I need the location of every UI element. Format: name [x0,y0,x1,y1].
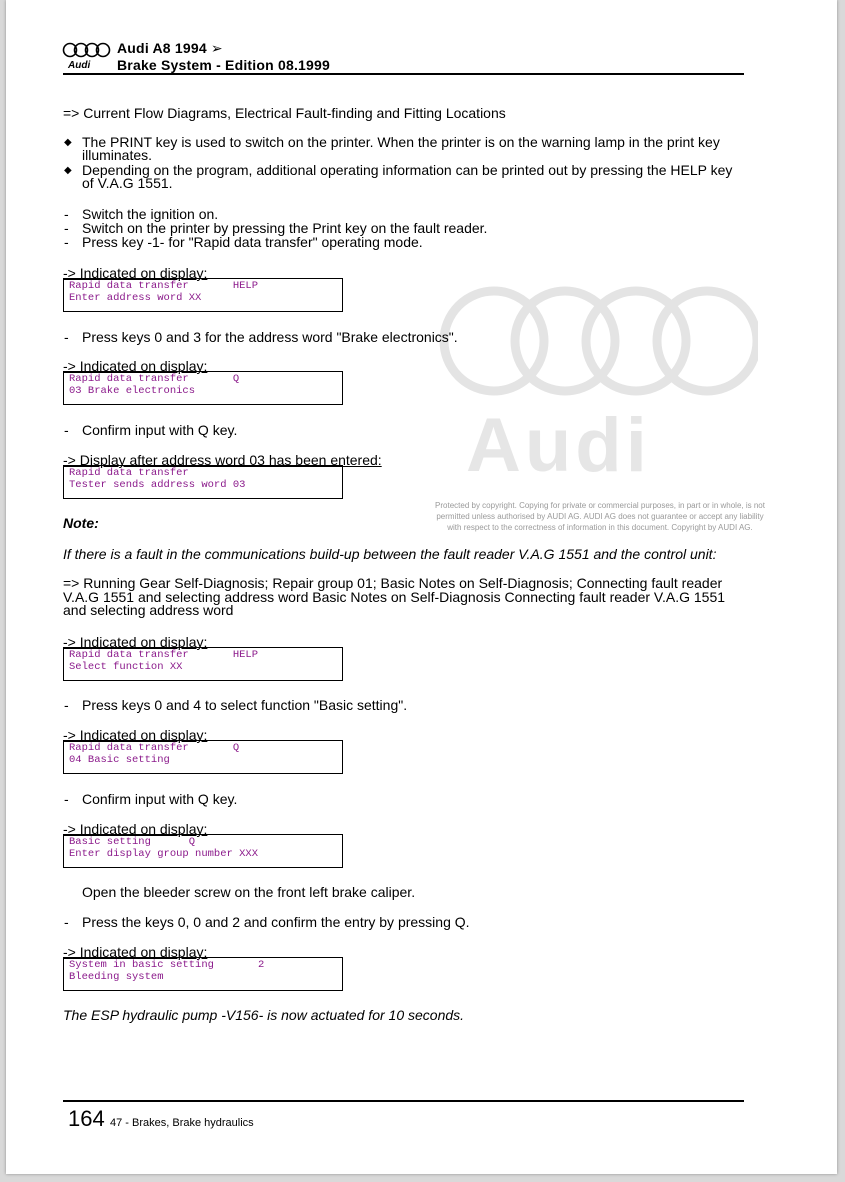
display-label-after-03: -> Display after address word 03 has been entered: [63,452,382,468]
display-label: -> Indicated on display: [63,944,208,960]
note-heading: Note: [63,515,99,531]
header-divider [63,73,744,75]
step-dash: - [64,329,69,345]
header-model: Audi A8 1994 ➢ [117,40,223,56]
audi-wordmark: Audi [68,60,91,71]
display-box-2: Rapid data transfer Q 03 Brake electronics [63,371,343,405]
display-box-4: Rapid data transfer HELP Select function XX [63,647,343,681]
bullet-icon: ◆ [64,165,72,176]
step-function-04: Press keys 0 and 4 to select function "Basic setting". [82,697,408,713]
step-dash: - [64,914,69,930]
page-number: 164 [68,1106,105,1131]
arrow-right-icon: ➢ [210,40,223,56]
pump-note: The ESP hydraulic pump -V156- is now actuated for 10 seconds. [63,1007,465,1023]
watermark-brand: Audi [466,403,651,488]
step-confirm-q-2: Confirm input with Q key. [82,791,238,807]
document-page [6,0,837,1174]
note-text: If there is a fault in the communications build-up between the fault reader V.A.G 1551 and the control unit: [63,546,717,562]
display-label: -> Indicated on display: [63,727,208,743]
audi-rings-logo [62,42,114,58]
footer-divider [63,1100,744,1102]
display-label: -> Indicated on display: [63,358,208,374]
step-rapid-mode: Press key -1- for "Rapid data transfer" operating mode. [82,234,423,250]
display-box-7: System in basic setting 2 Bleeding system [63,957,343,991]
display-box-5: Rapid data transfer Q 04 Basic setting [63,740,343,774]
step-keys-002: Press the keys 0, 0 and 2 and confirm the entry by pressing Q. [82,914,470,930]
header-edition: Brake System - Edition 08.1999 [117,57,330,73]
step-ignition: Switch the ignition on. [82,206,219,222]
footer-chapter: 47 - Brakes, Brake hydraulics [110,1117,254,1129]
step-bleeder-screw: Open the bleeder screw on the front left brake caliper. [82,884,416,900]
step-dash: - [64,234,69,250]
bullet-help-key: Depending on the program, additional operating information can be printed out by pressing the HELP key of V.A.G 1551. [82,162,733,191]
step-dash: - [64,220,69,236]
step-dash: - [64,791,69,807]
self-diagnosis-link[interactable]: => Running Gear Self-Diagnosis; Repair group 01; Basic Notes on Self-Diagnosis; Connecting fault reader V.A.G 1551 and selecting address word Basic Notes on Self-Diagnosis Connecting fault reader V.A.G 1551 and selecting address word [63,575,726,618]
display-box-1: Rapid data transfer HELP Enter address word XX [63,278,343,312]
bullet-icon: ◆ [64,137,72,148]
bullet-print-key: The PRINT key is used to switch on the printer. When the printer is on the warning lamp in the print key illuminates. [82,134,720,163]
display-label: -> Indicated on display: [63,821,208,837]
copyright-notice: Protected by copyright. Copying for private or commercial purposes, in part or in whole, is not permitted unless authorised by AUDI AG. AUDI AG does not guarantee or accept any liability with respect to the correctness of information in this document. Copyright by AUDI AG. [435,501,765,532]
step-confirm-q: Confirm input with Q key. [82,422,238,438]
display-label: -> Indicated on display: [63,265,208,281]
step-address-03: Press keys 0 and 3 for the address word "Brake electronics". [82,329,458,345]
flow-diagrams-link[interactable]: => Current Flow Diagrams, Electrical Fault-finding and Fitting Locations [63,105,506,121]
step-printer: Switch on the printer by pressing the Print key on the fault reader. [82,220,488,236]
step-dash: - [64,422,69,438]
step-dash: - [64,206,69,222]
step-dash: - [64,697,69,713]
display-box-6: Basic setting Q Enter display group number XXX [63,834,343,868]
watermark-rings [438,285,758,397]
display-label: -> Indicated on display: [63,634,208,650]
display-box-3: Rapid data transfer Tester sends address word 03 [63,465,343,499]
